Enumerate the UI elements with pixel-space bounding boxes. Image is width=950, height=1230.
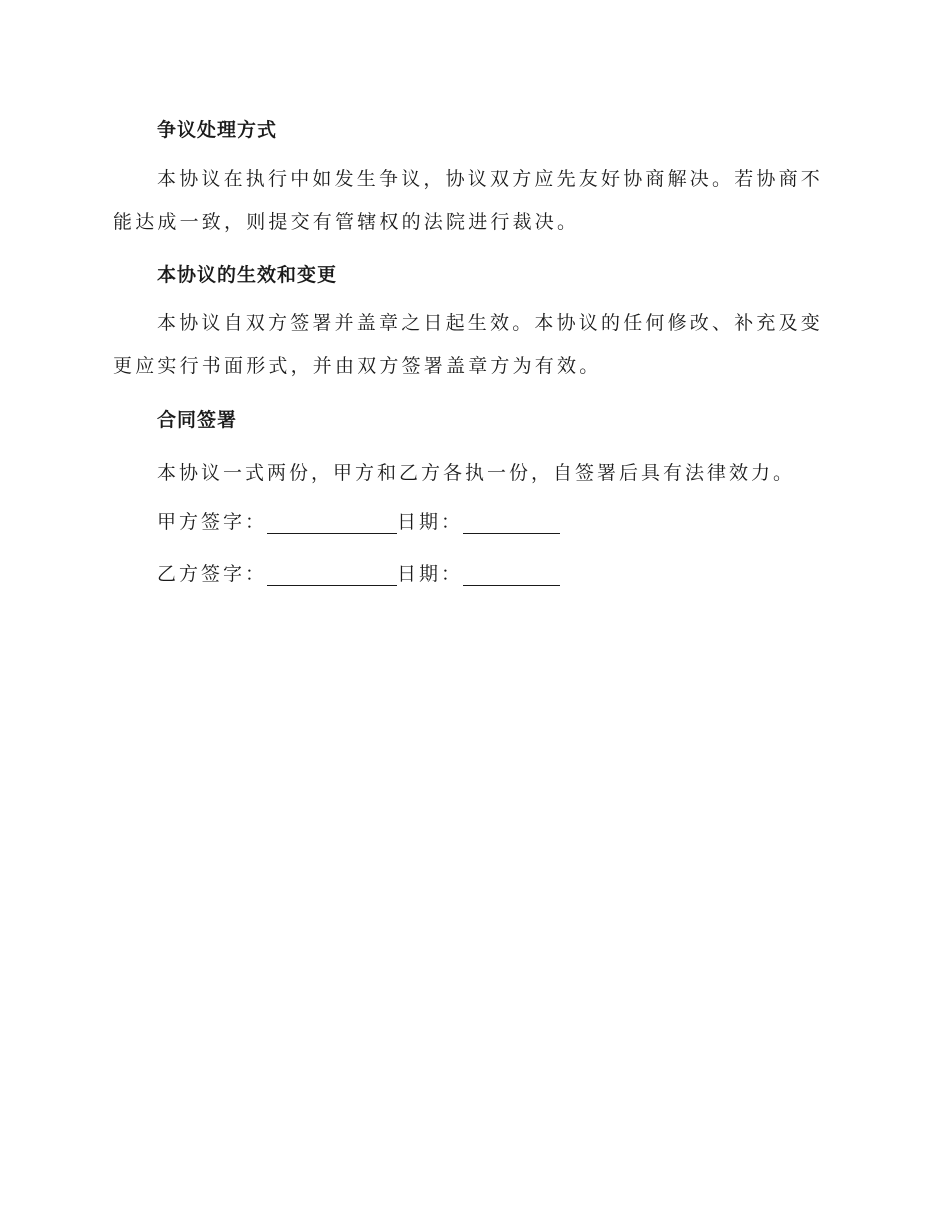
section-body-dispute: 本协议在执行中如发生争议，协议双方应先友好协商解决。若协商不能达成一致，则提交有管辖权的法院进行裁决。 [113, 168, 824, 233]
party-a-date-label: 日期： [397, 511, 464, 533]
signature-row-party-a [157, 504, 560, 534]
section-body-signing: 本协议一式两份，甲方和乙方各执一份，自签署后具有法律效力。 [157, 462, 796, 484]
party-a-date-blank[interactable] [463, 511, 560, 534]
party-a-signature-label: 甲方签字： [157, 511, 268, 533]
party-b-signature-blank[interactable] [267, 563, 397, 586]
section-body-effect: 本协议自双方签署并盖章之日起生效。本协议的任何修改、补充及变更应实行书面形式，并由双方签署盖章方为有效。 [113, 312, 824, 377]
party-a-signature-blank[interactable] [267, 511, 397, 534]
signature-row-party-b [157, 556, 560, 586]
section-heading-signing: 合同签署 [157, 409, 238, 431]
section-heading-effect: 本协议的生效和变更 [157, 264, 338, 286]
section-heading-dispute: 争议处理方式 [157, 119, 278, 141]
party-b-date-blank[interactable] [463, 563, 560, 586]
party-b-date-label: 日期： [397, 563, 464, 585]
party-b-signature-label: 乙方签字： [157, 563, 268, 585]
